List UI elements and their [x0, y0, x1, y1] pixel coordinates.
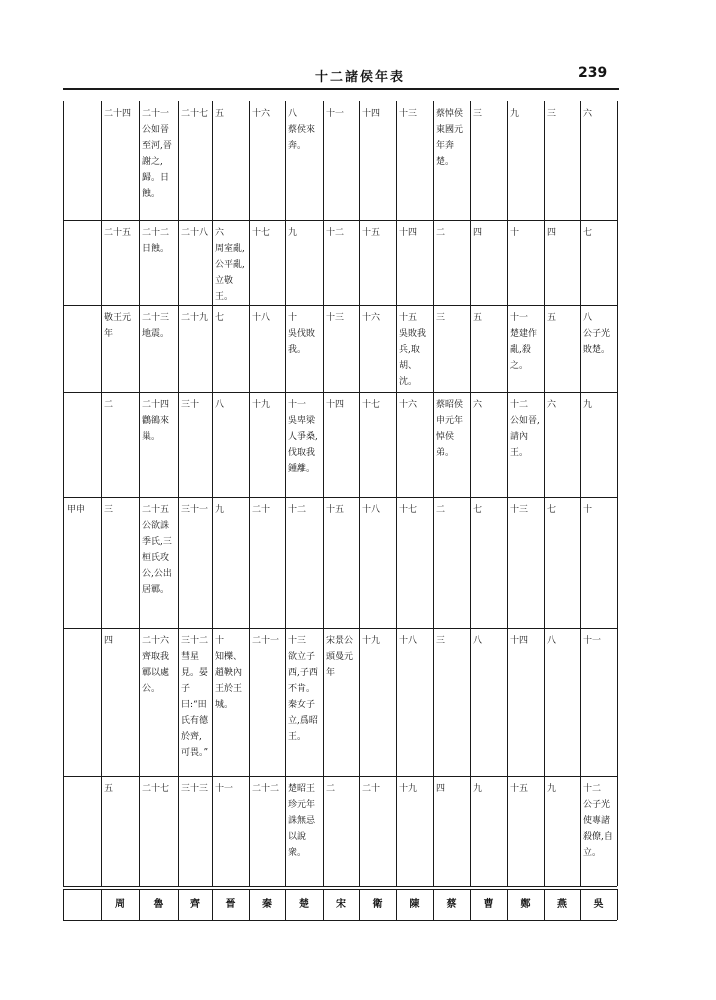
year-cell-秦: 二十二	[252, 784, 280, 794]
year-cell-吳: 七	[583, 228, 593, 238]
year-cell-陳: 十六	[399, 400, 418, 410]
state-label: 秦	[262, 899, 272, 910]
year-cell-吳: 十一	[583, 636, 602, 646]
state-label: 吳	[593, 899, 604, 910]
year-cell-晉: 九	[215, 505, 225, 515]
year-cell-曹: 九	[473, 784, 483, 794]
year-cell-燕: 五	[547, 313, 557, 323]
year-cell-蔡: 四	[436, 784, 446, 794]
state-label: 楚	[299, 899, 309, 910]
year-cell-燕: 七	[547, 505, 557, 515]
year-cell-周: 二十五	[104, 228, 132, 238]
year-cell-吳: 十二 公子光使專諸殺僚,自立。	[583, 784, 613, 858]
year-cell-宋: 十二	[326, 228, 345, 238]
year-cell-蔡: 蔡悼侯東國元年奔楚。	[436, 109, 464, 167]
year-cell-魯: 二十六 齊取我鄆以處公。	[142, 636, 170, 694]
year-cell-曹: 八	[473, 636, 483, 646]
year-cell-陳: 十四	[399, 228, 418, 238]
row-rule	[63, 628, 617, 629]
year-cell-衛: 二十	[362, 784, 381, 794]
year-cell-秦: 二十一	[252, 636, 280, 646]
year-cell-宋: 十五	[326, 505, 345, 515]
footer-bottom-rule	[63, 920, 617, 921]
year-cell-魯: 二十一 公如晉至河,晉謝之,歸。日蝕。	[142, 109, 172, 199]
year-cell-楚: 十一 吳卑梁人爭桑,伐取我鍾離。	[288, 400, 318, 474]
row-rule	[63, 305, 617, 306]
year-cell-宋: 十一	[326, 109, 345, 119]
year-cell-陳: 十八	[399, 636, 418, 646]
year-cell-晉: 十一	[215, 784, 234, 794]
year-cell-魯: 二十四 鸛鵒來巢。	[142, 400, 170, 442]
year-cell-晉: 十 知櫟、趙鞅內王於王城。	[215, 636, 243, 710]
year-cell-晉: 八	[215, 400, 225, 410]
year-cell-楚: 十二	[288, 505, 307, 515]
year-cell-周: 四	[104, 636, 114, 646]
year-cell-衛: 十四	[362, 109, 381, 119]
running-title: 十二諸侯年表	[314, 70, 405, 85]
state-label: 宋	[336, 899, 346, 910]
year-cell-吳: 十	[583, 505, 593, 515]
year-cell-蔡: 二	[436, 505, 446, 515]
footer-column-rule	[63, 889, 64, 920]
column-rule	[617, 101, 618, 886]
year-cell-曹: 五	[473, 313, 483, 323]
year-cell-陳: 十九	[399, 784, 418, 794]
year-cell-鄭: 十	[510, 228, 520, 238]
year-cell-鄭: 十一 楚建作亂,殺之。	[510, 313, 538, 371]
year-cell-鄭: 九	[510, 109, 520, 119]
state-label: 陳	[409, 899, 420, 910]
year-cell-魯: 二十三 地震。	[142, 313, 170, 339]
year-cell-秦: 十七	[252, 228, 271, 238]
footer-column-rule	[617, 889, 618, 920]
year-cell-周: 五	[104, 784, 114, 794]
year-cell-燕: 九	[547, 784, 557, 794]
year-cell-宋: 十三	[326, 313, 345, 323]
year-cell-楚: 十 吳伐敗我。	[288, 313, 316, 355]
year-cell-秦: 十八	[252, 313, 271, 323]
year-cell-蔡: 三	[436, 313, 446, 323]
year-cell-燕: 三	[547, 109, 557, 119]
state-label: 晉	[225, 899, 236, 910]
state-label: 蔡	[446, 899, 457, 910]
year-cell-曹: 六	[473, 400, 483, 410]
year-cell-周: 二十四	[104, 109, 132, 119]
state-label: 燕	[557, 899, 567, 910]
year-cell-衛: 十九	[362, 636, 381, 646]
year-cell-燕: 四	[547, 228, 557, 238]
year-cell-晉: 六 周室亂,公平亂,立敬王。	[215, 228, 245, 302]
column-rule	[63, 101, 64, 886]
year-cell-秦: 二十	[252, 505, 271, 515]
year-cell-鄭: 十三	[510, 505, 529, 515]
year-cell-魯: 二十五 公欲誅季氏,三桓氏攻公,公出居鄆。	[142, 505, 172, 595]
year-cell-宋: 二	[326, 784, 336, 794]
year-cell-宋: 宋景公頭曼元年	[326, 636, 354, 678]
year-cell-蔡: 三	[436, 636, 446, 646]
year-cell-楚: 楚昭王珍元年誅無忌以說衆。	[288, 784, 316, 858]
year-cell-燕: 八	[547, 636, 557, 646]
year-cell-宋: 十四	[326, 400, 345, 410]
state-label: 周	[115, 899, 125, 910]
year-cell-齊: 三十	[181, 400, 200, 410]
year-cell-曹: 四	[473, 228, 483, 238]
year-cell-蔡: 蔡昭侯申元年悼侯弟。	[436, 400, 464, 458]
year-cell-齊: 二十八	[181, 228, 209, 238]
row-rule	[63, 392, 617, 393]
year-cell-陳: 十七	[399, 505, 418, 515]
year-cell-楚: 十三 欲立子西,子西不肯。秦女子立,爲昭王。	[288, 636, 318, 742]
year-cell-周: 三	[104, 505, 114, 515]
state-label: 衛	[372, 899, 383, 910]
year-cell-曹: 三	[473, 109, 483, 119]
year-cell-鄭: 十二 公如晉,請內王。	[510, 400, 540, 458]
row-rule	[63, 220, 617, 221]
year-cell-鄭: 十五	[510, 784, 529, 794]
row-rule	[63, 886, 617, 887]
row-rule	[63, 776, 617, 777]
year-cell-周: 敬王元年	[104, 313, 132, 339]
state-label: 鄭	[520, 899, 531, 910]
year-cell-陳: 十三	[399, 109, 418, 119]
year-cell-魯: 二十七	[142, 784, 170, 794]
year-cell-楚: 九	[288, 228, 298, 238]
year-cell-魯: 二十二 日蝕。	[142, 228, 170, 254]
state-label: 魯	[153, 899, 164, 910]
year-cell-陳: 十五 吳敗我兵,取胡、沈。	[399, 313, 427, 387]
year-cell-鄭: 十四	[510, 636, 529, 646]
footer-top-rule	[63, 889, 617, 890]
year-cell-齊: 二十七	[181, 109, 209, 119]
year-cell-齊: 二十九	[181, 313, 209, 323]
year-cell-蔡: 二	[436, 228, 446, 238]
page-number: 239	[578, 65, 608, 81]
state-label: 曹	[483, 899, 494, 910]
year-cell-晉: 七	[215, 313, 225, 323]
year-cell-楚: 八 蔡侯來奔。	[288, 109, 316, 151]
year-cell-周: 二	[104, 400, 114, 410]
row-rule	[63, 497, 617, 498]
era-cell: 甲申	[67, 505, 86, 515]
year-cell-衛: 十六	[362, 313, 381, 323]
year-cell-吳: 六	[583, 109, 593, 119]
year-cell-齊: 三十三	[181, 784, 209, 794]
year-cell-衛: 十八	[362, 505, 381, 515]
year-cell-齊: 三十二 彗星見。晏子曰:“田氏有德於齊,可畏。”	[181, 636, 209, 758]
year-cell-吳: 九	[583, 400, 593, 410]
year-cell-晉: 五	[215, 109, 225, 119]
year-cell-燕: 六	[547, 400, 557, 410]
year-cell-吳: 八 公子光敗楚。	[583, 313, 611, 355]
year-cell-齊: 三十一	[181, 505, 209, 515]
year-cell-秦: 十九	[252, 400, 271, 410]
year-cell-曹: 七	[473, 505, 483, 515]
year-cell-秦: 十六	[252, 109, 271, 119]
year-cell-衛: 十七	[362, 400, 381, 410]
state-label: 齊	[190, 899, 200, 910]
year-cell-衛: 十五	[362, 228, 381, 238]
